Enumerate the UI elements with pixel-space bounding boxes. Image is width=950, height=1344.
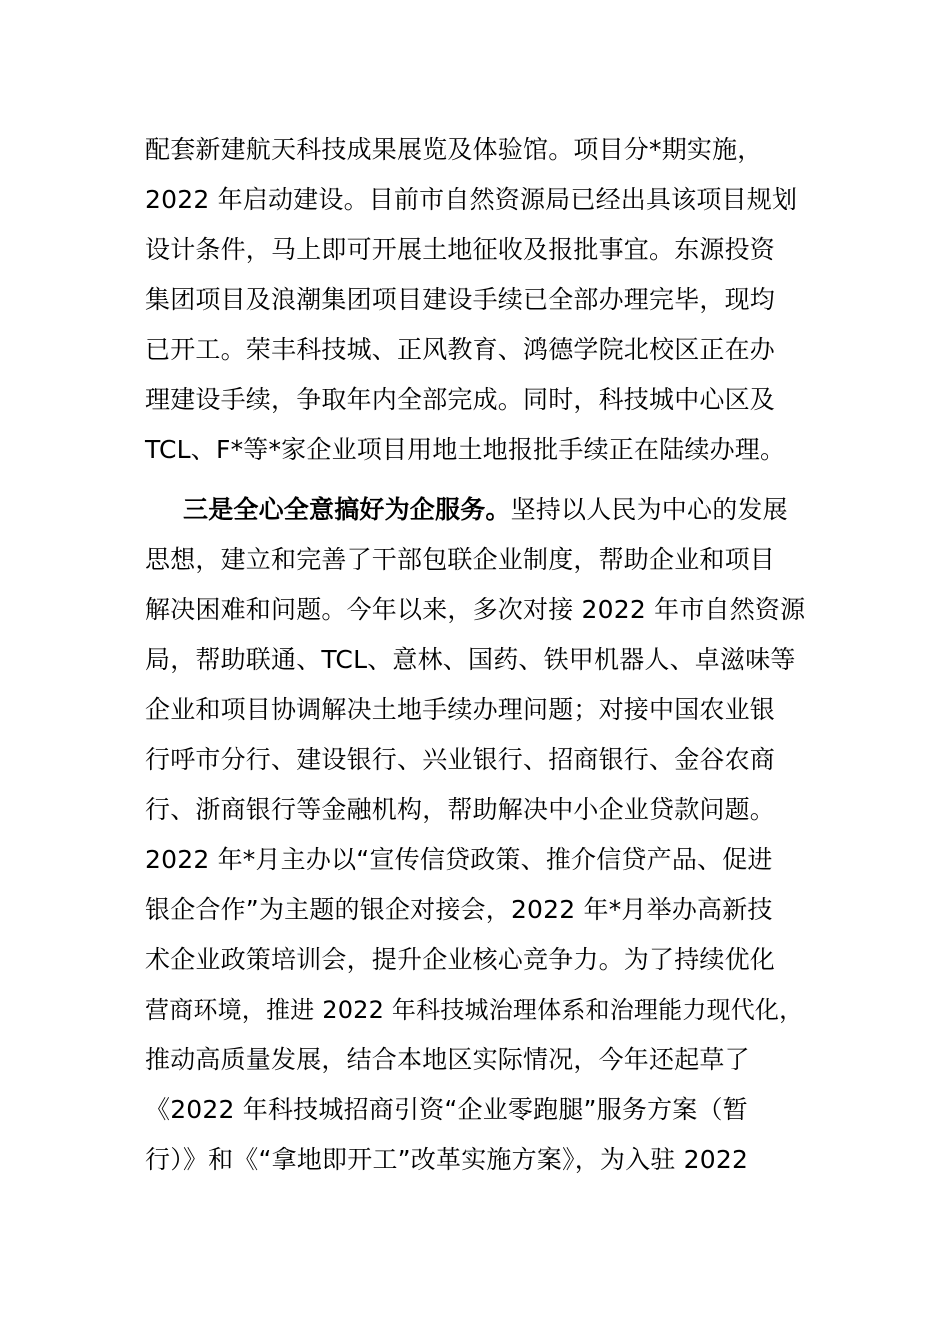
text-line: 解决困难和问题。今年以来，多次对接 2022 年市自然资源	[145, 595, 806, 624]
text-line-rest: 坚持以人民为中心的发展	[510, 495, 788, 524]
text-line: 《2022 年科技城招商引资“企业零跑腿”服务方案（暂	[145, 1095, 748, 1124]
text-line: 行、浙商银行等金融机构，帮助解决中小企业贷款问题。	[145, 795, 776, 824]
text-line: 银企合作”为主题的银企对接会，2022 年*月举办高新技	[145, 895, 773, 924]
text-line: 行）》和《“拿地即开工”改革实施方案》，为入驻 2022	[145, 1145, 749, 1174]
text-line: 局，帮助联通、TCL、意林、国药、铁甲机器人、卓滋味等	[145, 645, 796, 674]
text-line: 企业和项目协调解决土地手续办理问题；对接中国农业银	[145, 695, 776, 724]
text-line: 设计条件，马上即可开展土地征收及报批事宜。东源投资	[145, 235, 776, 264]
text-line: 2022 年启动建设。目前市自然资源局已经出具该项目规划	[145, 185, 798, 214]
paragraph-first-line	[183, 495, 788, 525]
text-line: 行呼市分行、建设银行、兴业银行、招商银行、金谷农商	[145, 745, 776, 774]
text-line: 2022 年*月主办以“宣传信贷政策、推介信贷产品、促进	[145, 845, 773, 874]
text-line: 集团项目及浪潮集团项目建设手续已全部办理完毕，现均	[145, 285, 776, 314]
text-line: 营商环境，推进 2022 年科技城治理体系和治理能力现代化，	[145, 996, 804, 1024]
text-line: 推动高质量发展，结合本地区实际情况，今年还起草了	[145, 1045, 750, 1074]
text-line: 理建设手续，争取年内全部完成。同时，科技城中心区及	[145, 385, 776, 414]
text-line: 思想，建立和完善了干部包联企业制度，帮助企业和项目	[145, 545, 776, 574]
text-line: 已开工。荣丰科技城、正风教育、鸿德学院北校区正在办	[145, 335, 776, 364]
text-line: TCL、F*等*家企业项目用地土地报批手续正在陆续办理。	[145, 435, 786, 464]
text-line: 配套新建航天科技成果展览及体验馆。项目分*期实施，	[145, 135, 763, 164]
paragraph-heading: 三是全心全意搞好为企服务。	[183, 495, 511, 524]
text-line: 术企业政策培训会，提升企业核心竞争力。为了持续优化	[145, 945, 776, 974]
